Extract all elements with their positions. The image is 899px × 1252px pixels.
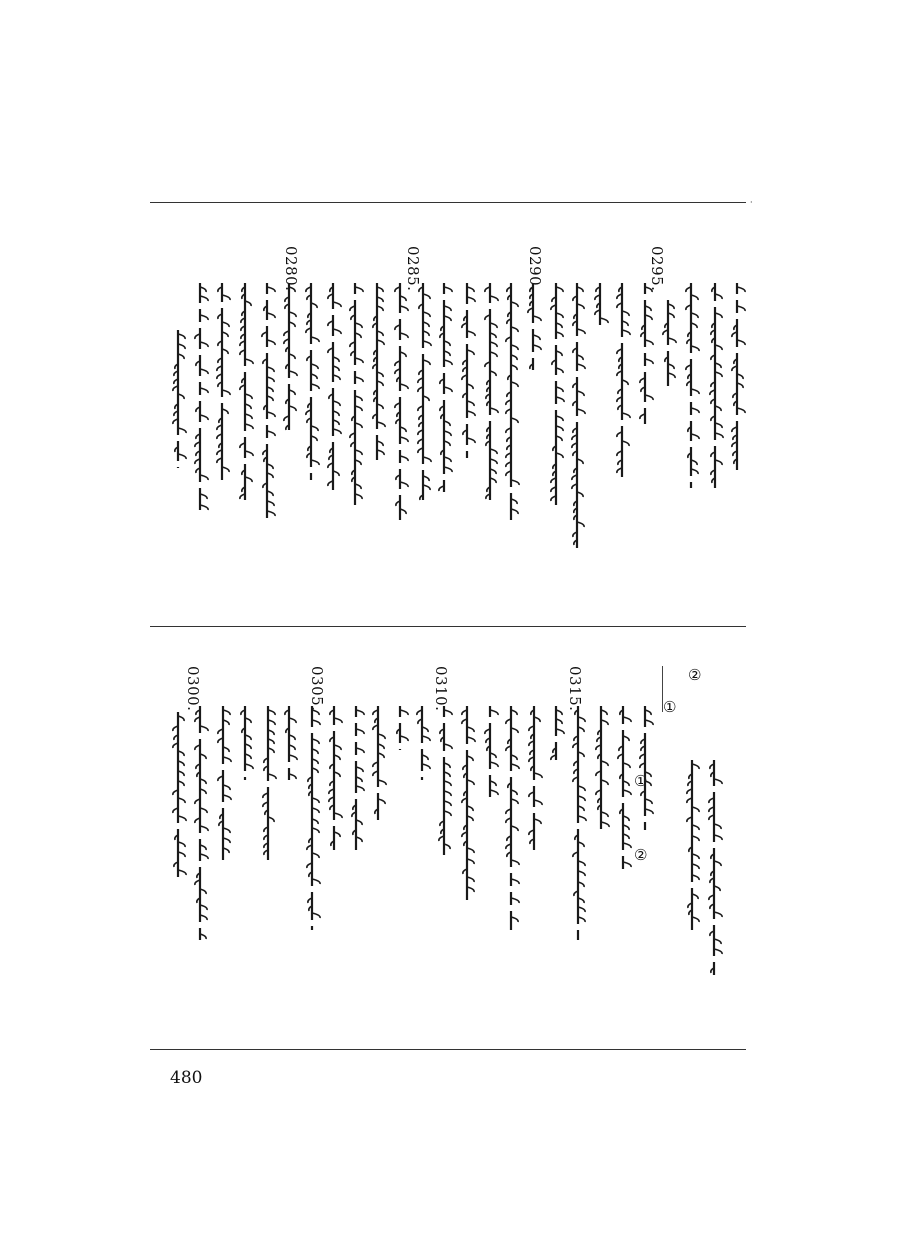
script-column bbox=[529, 706, 542, 850]
rule-dot: · bbox=[750, 198, 753, 207]
script-column bbox=[572, 283, 585, 548]
script-column bbox=[462, 283, 475, 458]
script-column bbox=[528, 283, 541, 370]
footnote-marker-1: ① bbox=[663, 698, 677, 716]
script-column bbox=[397, 706, 408, 750]
script-column bbox=[395, 283, 408, 520]
line-number-0305: 0305. bbox=[308, 666, 326, 712]
script-column bbox=[262, 283, 275, 524]
script-column bbox=[307, 706, 320, 930]
page-number: 480 bbox=[170, 1068, 203, 1088]
script-column bbox=[573, 706, 586, 940]
script-column bbox=[328, 283, 341, 490]
script-column bbox=[551, 706, 564, 760]
script-column bbox=[687, 760, 699, 930]
script-column bbox=[285, 706, 297, 780]
script-column bbox=[596, 706, 609, 835]
line-number-0280: 0280. bbox=[282, 246, 300, 292]
script-column bbox=[710, 283, 723, 488]
line-number-0285: 0285. bbox=[404, 246, 422, 292]
script-column bbox=[350, 283, 363, 505]
footnote-marker-2: ② bbox=[688, 666, 702, 684]
line-number-0290: 0290. bbox=[526, 246, 544, 292]
script-column bbox=[617, 283, 630, 477]
script-column bbox=[195, 706, 208, 940]
script-column bbox=[640, 283, 653, 424]
script-column bbox=[240, 283, 253, 500]
script-column bbox=[462, 706, 475, 900]
script-column bbox=[329, 706, 342, 850]
script-column bbox=[595, 283, 608, 331]
line-number-0300: 0300. bbox=[184, 666, 202, 712]
script-column bbox=[686, 283, 699, 488]
script-column bbox=[709, 760, 722, 975]
script-column bbox=[640, 706, 653, 830]
script-column bbox=[373, 283, 385, 460]
script-column bbox=[506, 706, 519, 930]
script-column bbox=[439, 283, 452, 492]
script-column bbox=[195, 283, 208, 518]
script-column bbox=[173, 712, 186, 883]
line-number-0310: 0310. bbox=[432, 666, 450, 712]
line-number-0295: 0295. bbox=[648, 246, 666, 292]
script-column bbox=[173, 330, 186, 468]
script-column bbox=[732, 283, 745, 470]
script-column bbox=[506, 283, 519, 520]
script-column bbox=[284, 283, 297, 430]
script-column bbox=[417, 706, 430, 780]
script-column bbox=[241, 706, 253, 780]
inline-marker-2: ② bbox=[634, 846, 648, 864]
script-column bbox=[352, 706, 364, 850]
script-column bbox=[418, 283, 431, 500]
line-number-0315: 0315. bbox=[566, 666, 584, 712]
script-column bbox=[306, 283, 319, 480]
script-column bbox=[485, 283, 498, 500]
script-column bbox=[485, 706, 498, 803]
script-column bbox=[663, 300, 676, 386]
script-column bbox=[439, 706, 452, 855]
script-column bbox=[217, 283, 230, 480]
script-column bbox=[263, 706, 276, 860]
script-column bbox=[218, 706, 231, 860]
script-column bbox=[618, 706, 631, 875]
script-column bbox=[551, 283, 564, 505]
script-column bbox=[373, 706, 386, 820]
inline-marker-1: ① bbox=[634, 772, 648, 790]
